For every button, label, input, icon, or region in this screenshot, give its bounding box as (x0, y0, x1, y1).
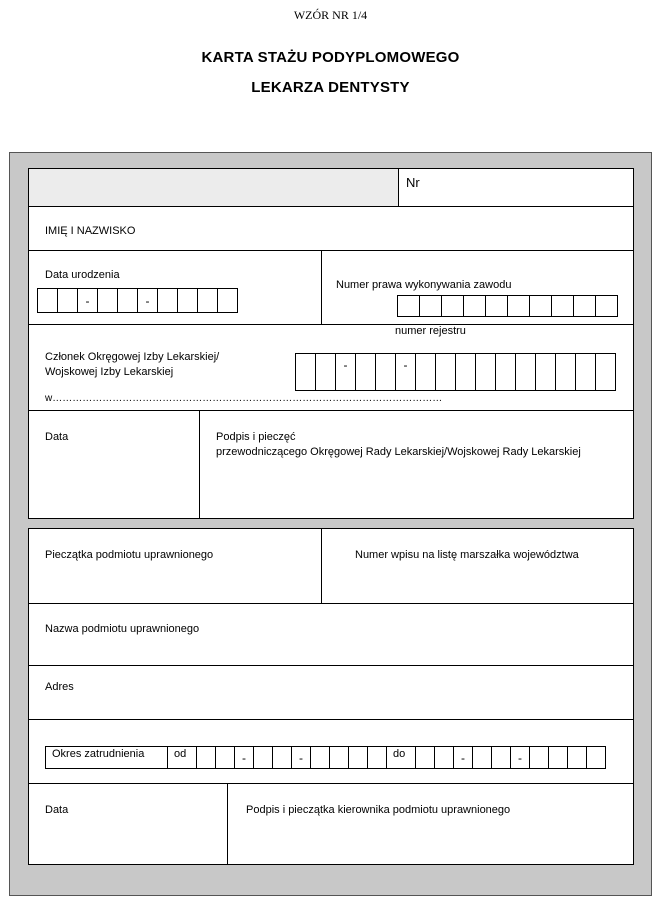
entity-name-label: Nazwa podmiotu uprawnionego (45, 623, 200, 635)
address-field[interactable] (29, 695, 633, 719)
entity-stamp-label: Pieczątka podmiotu uprawnionego (45, 549, 214, 561)
digit-box[interactable] (555, 353, 576, 391)
employer-date-label: Data (45, 804, 69, 816)
digit-box[interactable] (415, 353, 436, 391)
digit-box[interactable] (548, 746, 568, 769)
digit-box[interactable] (253, 746, 273, 769)
digit-box[interactable] (567, 746, 587, 769)
digit-box[interactable] (475, 353, 496, 391)
register-number-field[interactable] (295, 353, 616, 391)
chamber-member-label-line1: Członek Okręgowej Izby Lekarskiej/ (45, 351, 220, 363)
form-title-line1: KARTA STAŻU PODYPLOMOWEGO (201, 49, 460, 66)
digit-box[interactable] (355, 353, 376, 391)
digit-box[interactable] (551, 295, 574, 317)
digit-box[interactable] (272, 746, 292, 769)
separator: - (77, 288, 98, 313)
section-chamber (28, 168, 634, 519)
digit-box[interactable] (435, 353, 456, 391)
separator: - (291, 746, 311, 769)
digit-box[interactable] (463, 295, 486, 317)
digit-box[interactable] (595, 295, 618, 317)
digit-box[interactable] (37, 288, 58, 313)
digit-box[interactable] (515, 353, 536, 391)
separator: - (335, 353, 356, 391)
digit-box[interactable] (415, 746, 435, 769)
marshal-list-field[interactable] (322, 565, 633, 603)
nr-label: Nr (406, 175, 420, 190)
employment-period-label: Okres zatrudnienia (45, 746, 168, 769)
license-number-label: Numer prawa wykonywania zawodu (336, 279, 512, 291)
chamber-location-line[interactable]: w……………………………………………………………………………………………………… (45, 393, 443, 404)
digit-box[interactable] (217, 288, 238, 313)
from-label: od (167, 746, 197, 769)
digit-box[interactable] (441, 295, 464, 317)
digit-box[interactable] (157, 288, 178, 313)
to-label: do (386, 746, 416, 769)
digit-box[interactable] (575, 353, 596, 391)
digit-box[interactable] (491, 746, 511, 769)
digit-box[interactable] (329, 746, 349, 769)
chamber-signature-label-line2: przewodniczącego Okręgowej Rady Lekarskiej/Wojskowej Rady Lekarskiej (216, 446, 581, 458)
employer-date-field[interactable] (29, 819, 227, 864)
digit-box[interactable] (196, 746, 216, 769)
separator: - (137, 288, 158, 313)
digit-box[interactable] (397, 295, 420, 317)
digit-box[interactable] (57, 288, 78, 313)
digit-box[interactable] (177, 288, 198, 313)
digit-box[interactable] (295, 353, 316, 391)
digit-box[interactable] (485, 295, 508, 317)
digit-box[interactable] (529, 746, 549, 769)
name-field[interactable] (29, 207, 633, 250)
nr-field[interactable] (399, 169, 633, 206)
digit-box[interactable] (529, 295, 552, 317)
separator: - (510, 746, 530, 769)
digit-box[interactable] (573, 295, 596, 317)
manager-signature-label: Podpis i pieczątka kierownika podmiotu uprawnionego (246, 804, 511, 816)
digit-box[interactable] (348, 746, 368, 769)
digit-box[interactable] (434, 746, 454, 769)
section-employer (28, 528, 634, 865)
chamber-member-label-line2: Wojskowej Izby Lekarskiej (45, 366, 174, 378)
address-label: Adres (45, 681, 74, 693)
digit-box[interactable] (375, 353, 396, 391)
form-title-line2: LEKARZA DENTYSTY (251, 79, 410, 96)
separator: - (234, 746, 254, 769)
separator: - (453, 746, 473, 769)
separator: - (395, 353, 416, 391)
marshal-list-label: Numer wpisu na listę marszałka województwa (355, 549, 579, 561)
digit-box[interactable] (97, 288, 118, 313)
employment-period-field (45, 746, 606, 769)
license-number-field[interactable] (397, 295, 618, 317)
digit-box[interactable] (215, 746, 235, 769)
digit-box[interactable] (495, 353, 516, 391)
digit-box[interactable] (315, 353, 336, 391)
digit-box[interactable] (419, 295, 442, 317)
manager-signature-field[interactable] (228, 819, 633, 864)
digit-box[interactable] (455, 353, 476, 391)
chamber-signature-field[interactable] (200, 461, 633, 518)
digit-box[interactable] (310, 746, 330, 769)
form-code: WZÓR NR 1/4 (293, 8, 368, 22)
entity-stamp-field[interactable] (29, 565, 321, 603)
entity-name-field[interactable] (29, 637, 633, 665)
card-id-field (29, 169, 398, 206)
digit-box[interactable] (535, 353, 556, 391)
birth-date-label: Data urodzenia (45, 269, 120, 281)
digit-box[interactable] (367, 746, 387, 769)
name-label: IMIĘ I NAZWISKO (45, 225, 136, 237)
digit-box[interactable] (197, 288, 218, 313)
register-number-label: numer rejestru (395, 325, 466, 337)
date-label: Data (45, 431, 69, 443)
date-field[interactable] (29, 411, 199, 518)
digit-box[interactable] (507, 295, 530, 317)
digit-box[interactable] (472, 746, 492, 769)
digit-box[interactable] (117, 288, 138, 313)
birth-date-field[interactable] (37, 288, 238, 313)
chamber-signature-label-line1: Podpis i pieczęć (216, 431, 296, 443)
digit-box[interactable] (595, 353, 616, 391)
digit-box[interactable] (586, 746, 606, 769)
